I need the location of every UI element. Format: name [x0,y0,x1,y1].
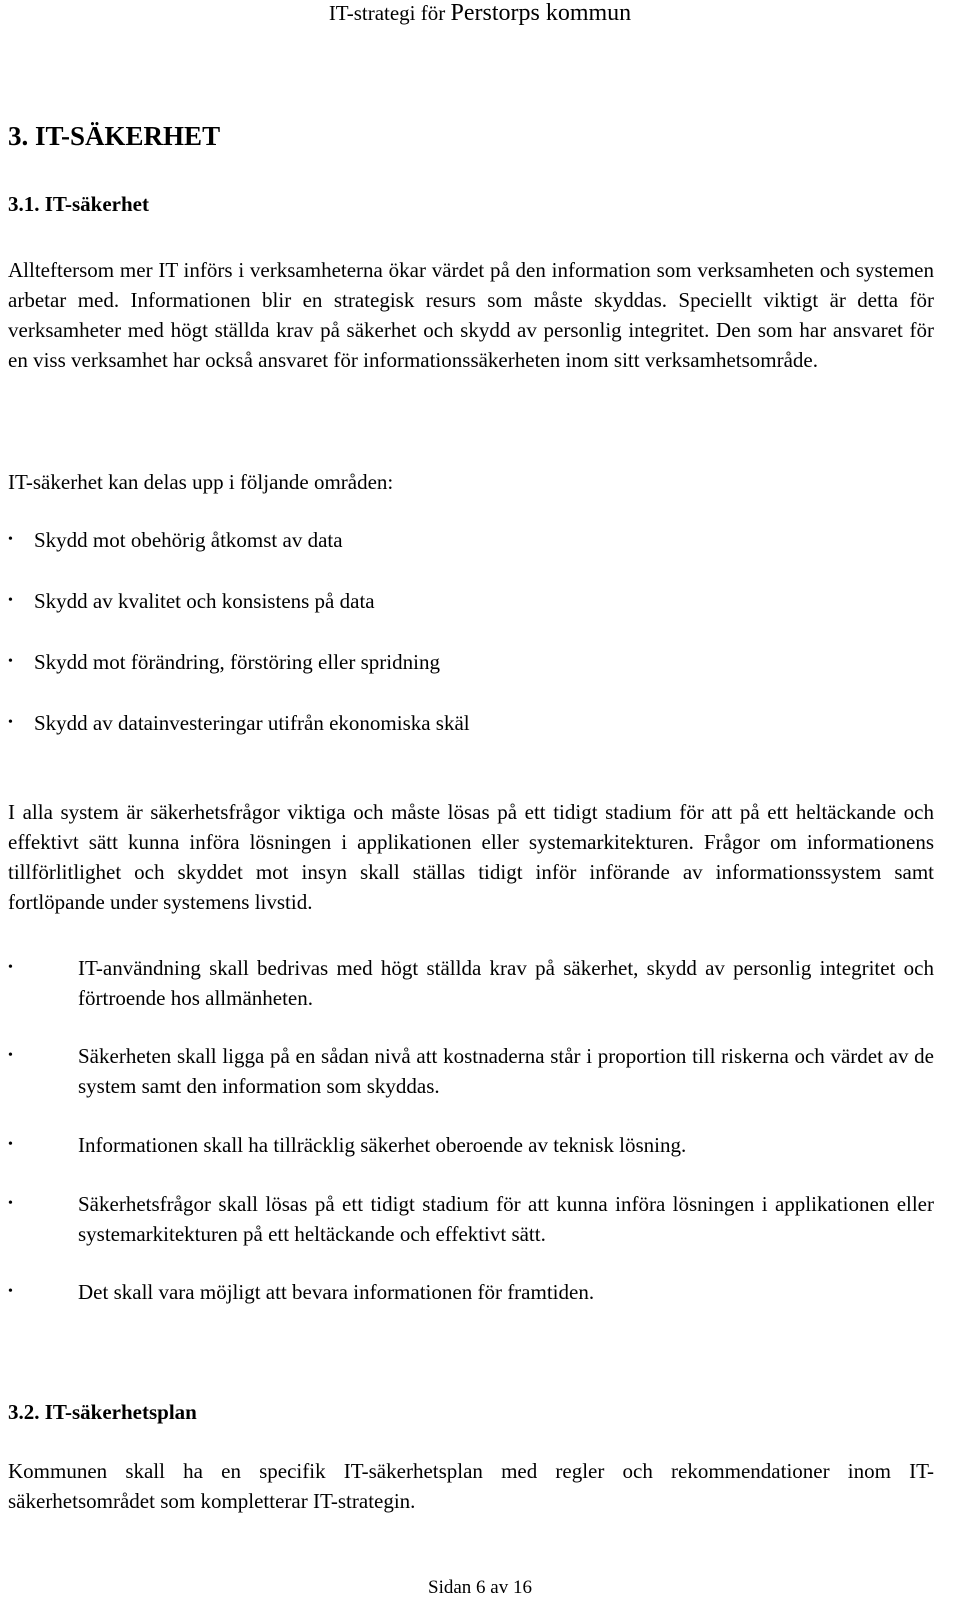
list-item [8,708,908,769]
bullet-icon: • [8,593,13,608]
running-header [0,0,960,26]
bullet-icon: • [8,654,13,669]
security-areas-list [8,525,908,769]
bullet-icon: • [8,1048,13,1063]
bullet-icon: • [8,960,13,975]
list-item [8,1277,934,1307]
bullet-icon: • [8,532,13,547]
subsection-heading-security-plan: 3.2. IT-säkerhetsplan [8,1400,197,1424]
list-item-text: Skydd av kvalitet och konsistens på data [34,589,375,613]
policy-text: IT-användning skall bedrivas med högt ställda krav på säkerhet, skydd av personlig integritet och förtroende hos allmänheten. [78,956,934,1010]
bullet-icon: • [8,1196,13,1211]
list-item [8,1041,934,1101]
system-security-paragraph: I alla system är säkerhetsfrågor viktiga och måste lösas på ett tidigt stadium för att på ett heltäckande och effektivt sätt kunna införa lösningen i applikationen eller systemarkitekturen. Frågor om informationens tillförlitlighet och skyddet mot insyn skall ställas tidigt inför införande av informationssystem samt fortlöpande under systemens livstid. [8,800,934,914]
bullet-icon: • [8,1284,13,1299]
list-item [8,525,908,586]
bullet-icon: • [8,1137,13,1152]
header-prefix: IT-strategi för [328,1,451,25]
list-item [8,586,908,647]
list-item [8,1189,934,1249]
list-item [8,647,908,708]
list-item [8,953,934,1013]
list-item-text: Skydd av datainvesteringar utifrån ekonomiska skäl [34,711,470,735]
intro-paragraph: Allteftersom mer IT införs i verksamheterna ökar värdet på den information som verksamheten och systemen arbetar med. Informationen blir en strategisk resurs som måste skyddas. Speciellt viktigt är detta för verksamheter med högt ställda krav på säkerhet och skydd av personlig integritet. Den som har ansvaret för en viss verksamhet har också ansvaret för informationssäkerheten inom sitt verksamhetsområde. [8,258,934,372]
policy-text: Det skall vara möjligt att bevara informationen för framtiden. [78,1280,595,1304]
policy-text: Informationen skall ha tillräcklig säkerhet oberoende av teknisk lösning. [78,1133,687,1157]
page-number: Sidan 6 av 16 [428,1577,532,1598]
list-item-text: Skydd mot obehörig åtkomst av data [34,528,343,552]
list-item-text: Skydd mot förändring, förstöring eller spridning [34,650,440,674]
security-plan-paragraph: Kommunen skall ha en specifik IT-säkerhetsplan med regler och rekommendationer inom IT-säkerhetsområdet som kompletterar IT-strategin. [8,1459,934,1513]
header-municipality: Perstorps kommun [450,0,632,26]
subsection-heading-it-security: 3.1. IT-säkerhet [8,192,149,216]
section-heading: 3. IT-SÄKERHET [8,121,221,151]
policy-text: Säkerhetsfrågor skall lösas på ett tidigt stadium för att kunna införa lösningen i applikationen eller systemarkitekturen på ett heltäckande och effektivt sätt. [78,1192,934,1246]
policy-text: Säkerheten skall ligga på en sådan nivå att kostnaderna står i proportion till riskerna och värdet av de system samt den information som skyddas. [78,1044,934,1098]
list-item [8,1130,934,1160]
areas-intro: IT-säkerhet kan delas upp i följande områden: [8,470,394,494]
bullet-icon: • [8,715,13,730]
